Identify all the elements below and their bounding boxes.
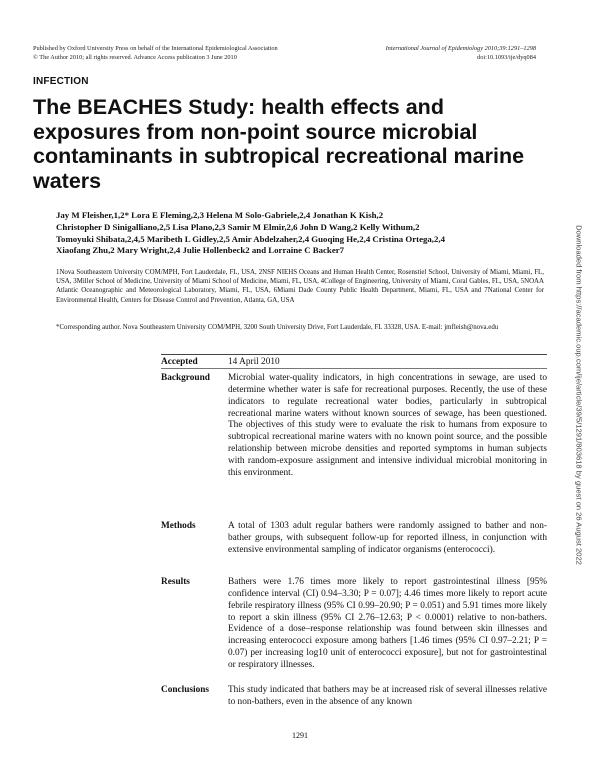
download-watermark (572, 200, 586, 590)
methods-text: A total of 1303 adult regular bathers were randomly assigned to bather and non-bather groups, with subsequent follow-up for reported illness, in conjunction with extensive environmental sampling of indicator organisms (enterococci). (228, 521, 547, 555)
abstract-top-rule (161, 354, 547, 355)
conclusions-label: Conclusions (161, 685, 210, 695)
author-list (56, 210, 546, 257)
copyright-line: © The Author 2010; all rights reserved. Advance Access publication 3 June 2010 (33, 54, 237, 61)
methods-label: Methods (161, 521, 196, 531)
results-text: Bathers were 1.76 times more likely to report gastrointestinal illness [95% confidence interval (CI) 0.94–3.30; P = 0.07]; 4.46 times more likely to report acute febrile respiratory illness (95% CI 0.99–20.90; P = 0.051) and 5.91 times more likely to report a skin illness (95% CI 2.76–12.63; P < 0.0001) relative to non-bathers. Evidence of a dose–response relationship was found between skin illnesses and increasing enterococci exposure among bathers [1.46 times (95% CI 0.97–2.21; P = 0.07) per increasing log10 unit of enterococci exposure], but not for gastrointestinal or respiratory illnesses. (228, 577, 547, 670)
journal-citation: International Journal of Epidemiology 2010;39:1291–1298 (385, 45, 536, 52)
section-label: INFECTION (33, 76, 89, 87)
author-line: Christopher D Sinigalliano,2,5 Lisa Plano,2,3 Samir M Elmir,2,6 John D Wang,2 Kelly Withum,2 (56, 221, 420, 232)
conclusions-text: This study indicated that bathers may be at increased risk of several illnesses relative to non-bathers, even in the absence of any known (228, 685, 547, 707)
accepted-date: 14 April 2010 (228, 357, 280, 367)
results-label: Results (161, 577, 190, 587)
background-text: Microbial water-quality indicators, in high concentrations in sewage, are used to determine whether water is safe for recreational purposes. Recently, the use of these indicators to regulate recreational water bodies, particularly in subtropical recreational marine waters without known sources of sewage, has been questioned. The objectives of this study were to evaluate the risk to humans from exposure to subtropical recreational marine waters with no known point source, and the possible relationship between microbe densities and reported symptoms in human subjects with random-exposure assignment and intensive individual microbial monitoring in this environment. (228, 373, 547, 478)
article-title: The BEACHES Study: health effects and exposures from non-point source microbial contaminants in subtropical recreational marine waters (33, 95, 525, 193)
abstract-divider (161, 368, 547, 369)
affiliations: 1Nova Southeastern University COM/MPH, Fort Lauderdale, FL, USA, 2NSF NIEHS Oceans and Human Health Center, Rosenstiel School, University of Miami, Miami, FL, USA, 3Miller School of Medicine, University of Miami School of Medicine, Miami, FL, USA, 4College of Engineering, University of Miami, Coral Gables, FL, USA, 5NOAA Atlantic Oceanographic and Meteorological Laboratory, Miami, FL, USA, 6Miami Dade County Public Health Department, Miami, FL, USA and 7National Center for Environmental Health, Centers for Disease Control and Prevention, Atlanta, GA, USA (56, 269, 544, 304)
corresponding-author: *Corresponding author. Nova Southeastern University COM/MPH, 3200 South University Drive, Fort Lauderdale, FL 33328, USA. E-mail: jmfleish@nova.edu (56, 324, 499, 331)
author-line: Jay M Fleisher,1,2* Lora E Fleming,2,3 Helena M Solo-Gabriele,2,4 Jonathan K Kish,2 (56, 210, 384, 220)
download-note: Downloaded from https://academic.oup.com/ije/article/39/5/1291/803618 by guest on 26 August 2022 (574, 225, 584, 565)
publisher-line: Published by Oxford University Press on behalf of the International Epidemiological Association (33, 45, 278, 52)
accepted-label: Accepted (161, 357, 198, 367)
author-line: Tomoyuki Shibata,2,4,5 Maribeth L Gidley,2,5 Amir Abdelzaher,2,4 Guoqing He,2,4 Cristina Ortega,2,4 (56, 233, 445, 244)
journal-header-right (386, 44, 536, 62)
author-line: Xiaofang Zhu,2 Mary Wright,2,4 Julie Hollenbeck2 and Lorraine C Backer7 (56, 245, 345, 256)
background-label: Background (161, 373, 210, 383)
doi-line: doi:10.1093/ije/dyq084 (477, 54, 536, 61)
journal-header-left (33, 44, 278, 62)
page-number: 1291 (292, 731, 308, 740)
